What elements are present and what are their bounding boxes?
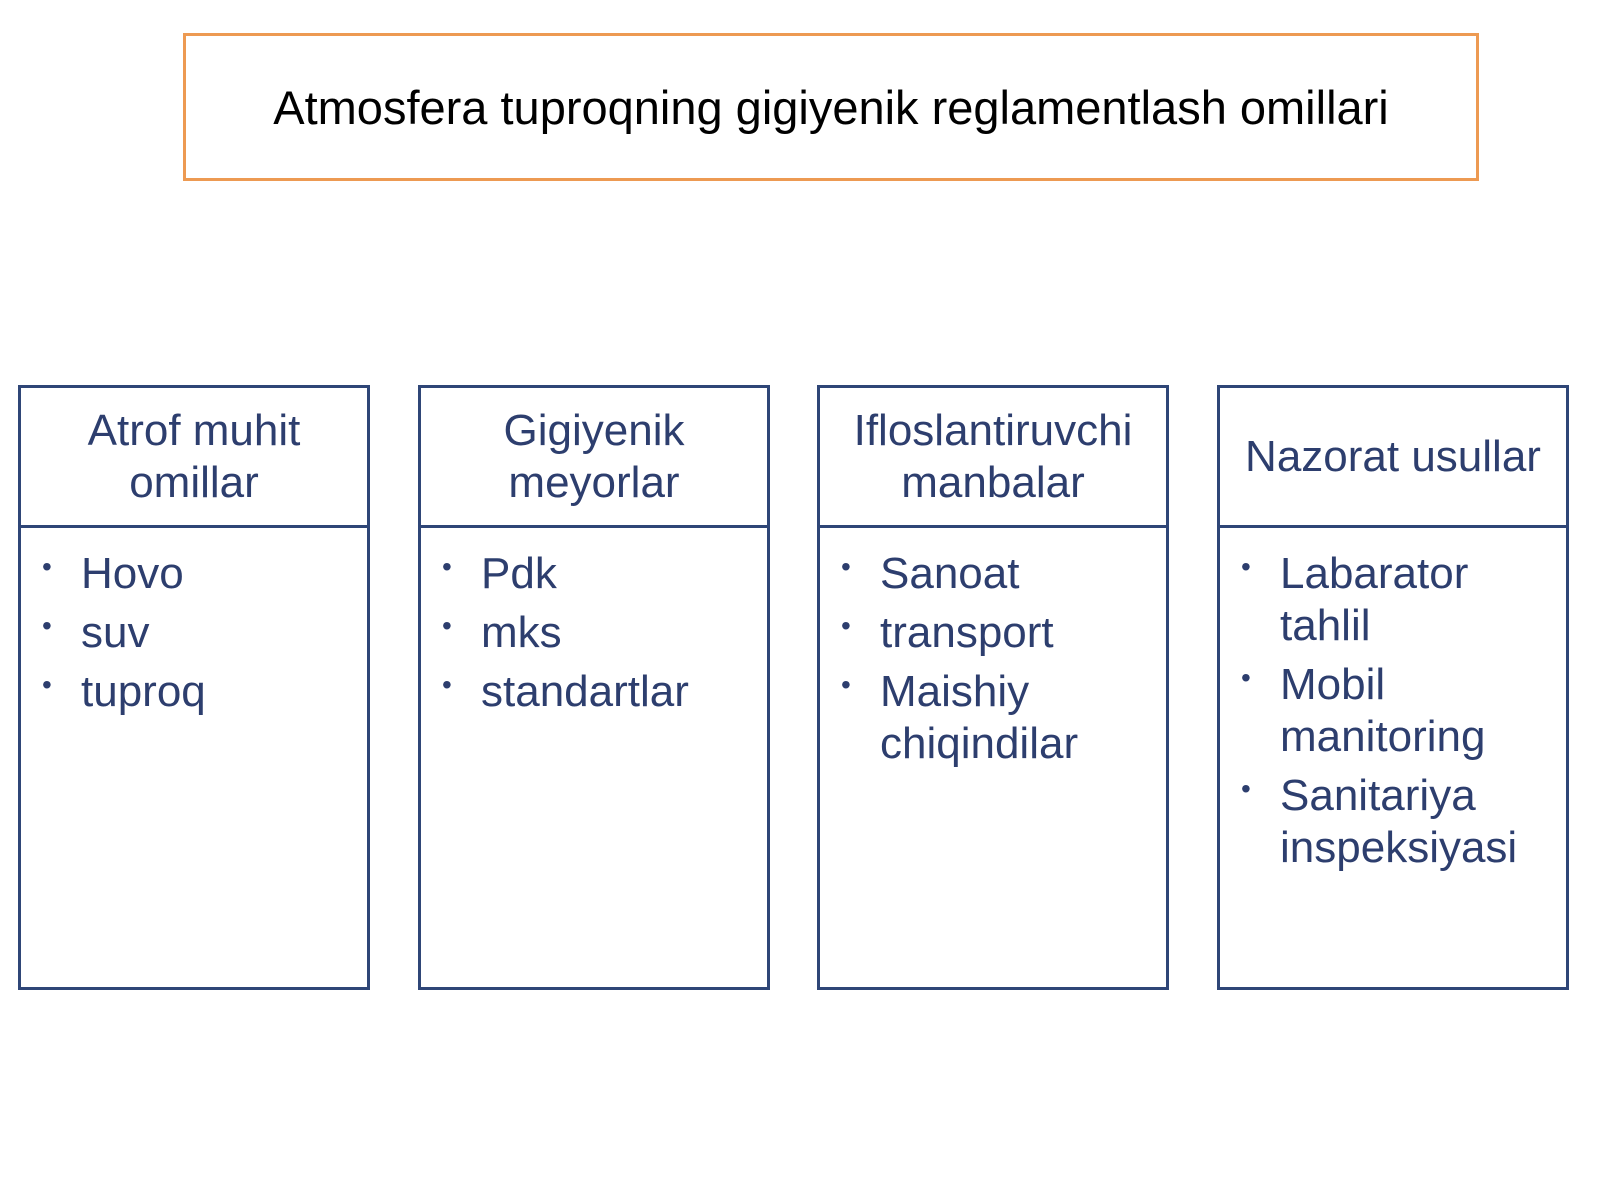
list-item-text: transport	[880, 608, 1054, 657]
list-item	[820, 548, 1166, 600]
page-title: Atmosfera tuproqning gigiyenik reglamentlash omillari	[273, 80, 1389, 134]
list-item-text: Mobil manitoring	[1280, 660, 1486, 761]
list-item	[1220, 659, 1566, 763]
bullet-icon: •	[1241, 773, 1251, 804]
bullet-icon: •	[841, 669, 851, 700]
list-item	[21, 548, 367, 600]
list-item-text: tuproq	[81, 667, 206, 716]
column-header	[21, 388, 367, 528]
column-hygienic-norms	[418, 385, 770, 990]
bullet-icon: •	[42, 610, 52, 641]
column-control-methods	[1217, 385, 1569, 990]
list-item-text: standartlar	[481, 667, 689, 716]
list-item	[820, 666, 1166, 770]
list-item	[421, 666, 767, 718]
list-item-text: Maishiy chiqindilar	[880, 667, 1079, 768]
column-environment-factors	[18, 385, 370, 990]
bullet-icon: •	[841, 551, 851, 582]
list-item-text: Hovo	[81, 549, 184, 598]
column-pollution-sources	[817, 385, 1169, 990]
list-item-text: Pdk	[481, 549, 557, 598]
column-list	[1220, 528, 1566, 874]
list-item-text: Labarator tahlil	[1280, 549, 1469, 650]
column-header	[421, 388, 767, 528]
column-list	[21, 528, 367, 718]
list-item	[1220, 548, 1566, 652]
title-box	[183, 33, 1479, 181]
list-item-text: Sanoat	[880, 549, 1020, 598]
column-heading: Atrof muhit omillar	[87, 405, 301, 507]
bullet-icon: •	[841, 610, 851, 641]
list-item	[1220, 770, 1566, 874]
bullet-icon: •	[442, 610, 452, 641]
list-item	[820, 607, 1166, 659]
column-header	[820, 388, 1166, 528]
column-heading: Gigiyenik meyorlar	[503, 405, 685, 507]
bullet-icon: •	[42, 551, 52, 582]
bullet-icon: •	[1241, 662, 1251, 693]
bullet-icon: •	[42, 669, 52, 700]
column-heading: Nazorat usullar	[1245, 431, 1541, 481]
list-item	[421, 607, 767, 659]
bullet-icon: •	[1241, 551, 1251, 582]
list-item	[421, 548, 767, 600]
list-item-text: Sanitariya inspeksiyasi	[1280, 771, 1518, 872]
bullet-icon: •	[442, 669, 452, 700]
bullet-icon: •	[442, 551, 452, 582]
list-item	[21, 666, 367, 718]
list-item-text: mks	[481, 608, 562, 657]
list-item-text: suv	[81, 608, 150, 657]
list-item	[21, 607, 367, 659]
column-header	[1220, 388, 1566, 528]
column-list	[421, 528, 767, 718]
column-heading: Ifloslantiruvchi manbalar	[853, 405, 1133, 507]
column-list	[820, 528, 1166, 770]
